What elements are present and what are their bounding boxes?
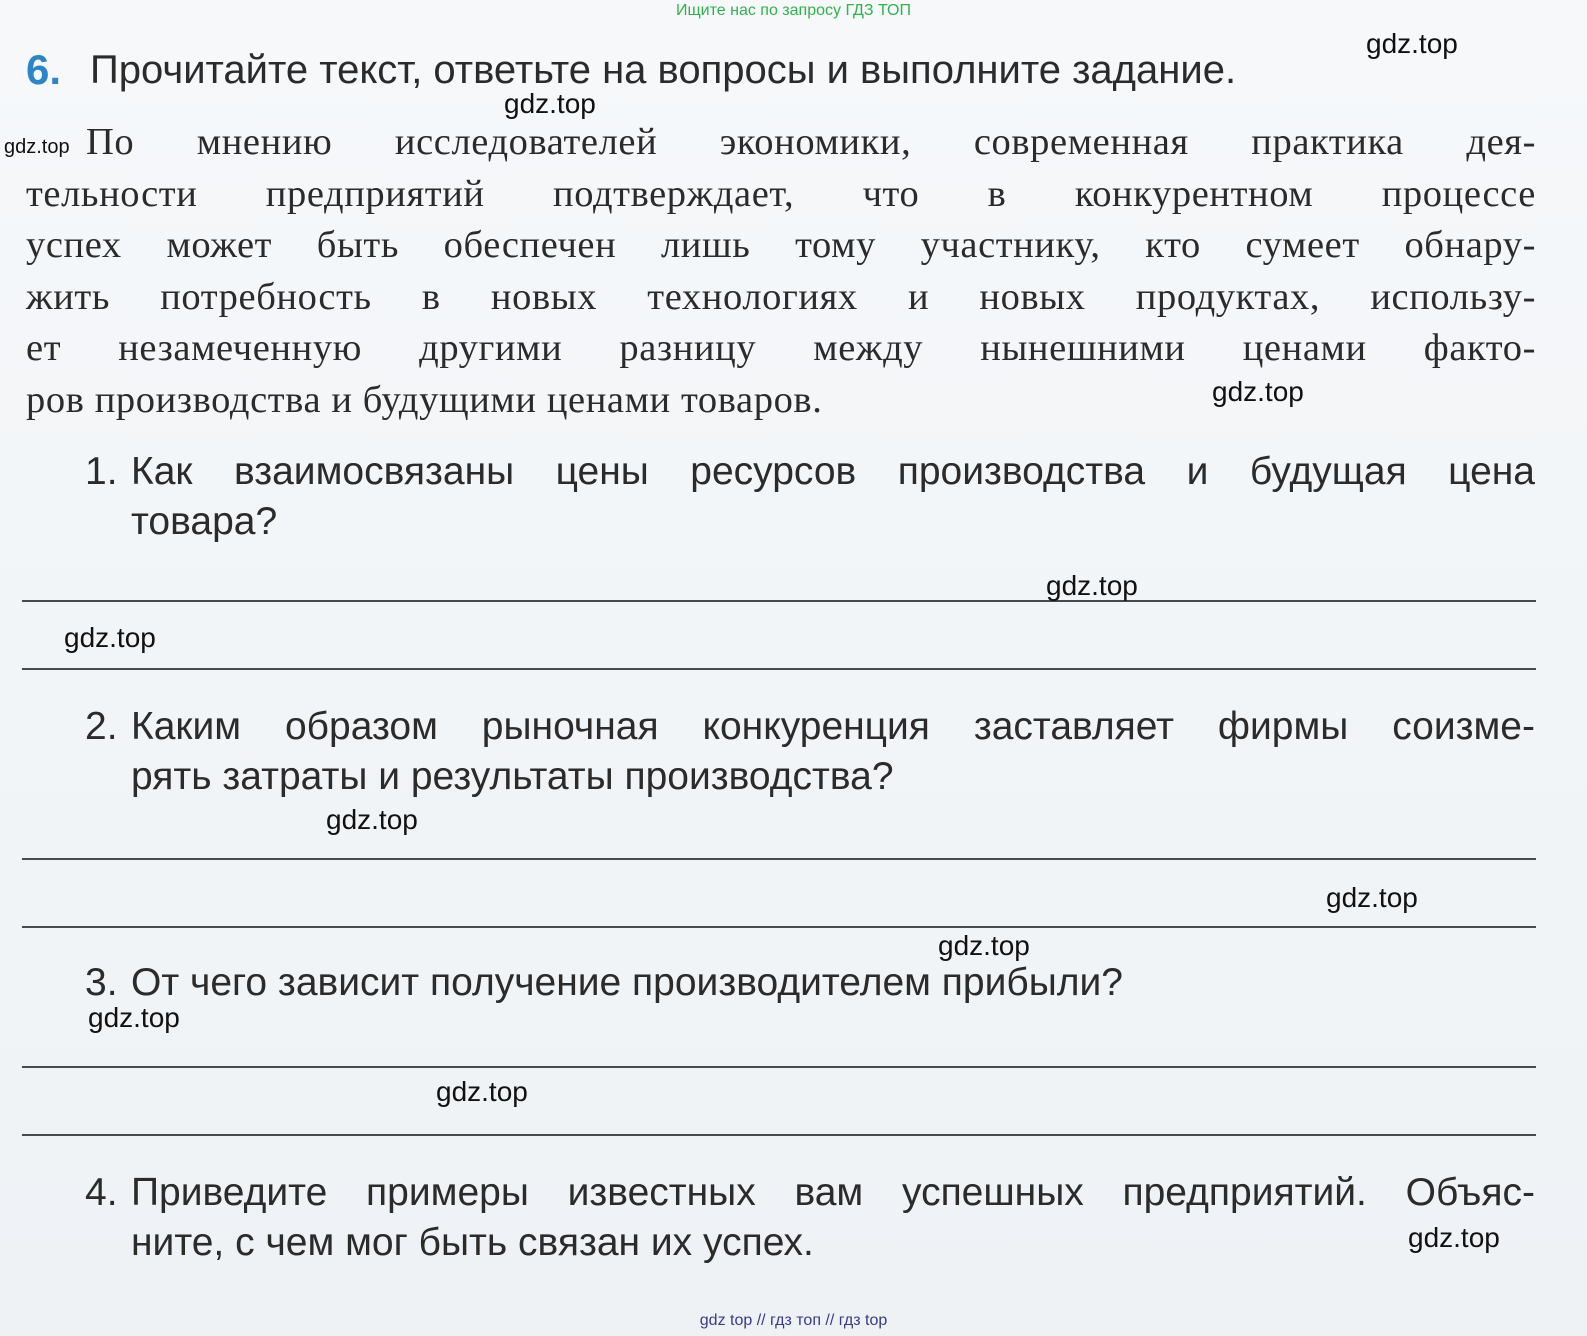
watermark: gdz.top <box>326 804 418 835</box>
question-number: 2. <box>85 705 118 748</box>
passage-line: ров производства и будущими ценами товаров. <box>26 378 823 421</box>
watermark: gdz.top <box>4 136 70 158</box>
watermark: gdz.top <box>1212 376 1304 407</box>
question-text: рять затраты и результаты производства? <box>131 755 894 798</box>
answer-line[interactable] <box>22 926 1536 928</box>
watermark: gdz.top <box>64 622 156 653</box>
question-number: 1. <box>85 450 118 493</box>
task-number: 6. <box>26 46 62 93</box>
watermark: gdz.top <box>1408 1222 1500 1253</box>
question-3 <box>85 958 1535 1008</box>
question-2 <box>85 702 1535 802</box>
question-text: ните, с чем мог быть связан их успех. <box>131 1221 814 1264</box>
answer-line[interactable] <box>22 668 1536 670</box>
passage-line: ет незамеченную другими разницу между нынешними ценами факто- <box>26 327 1536 369</box>
question-number: 3. <box>85 961 118 1004</box>
question-text: Как взаимосвязаны цены ресурсов производства и будущая цена <box>131 450 1535 493</box>
answer-line[interactable] <box>22 1066 1536 1068</box>
watermark: gdz.top <box>1366 28 1458 59</box>
bottom-banner: gdz top // гдз топ // гдз top <box>699 1312 888 1329</box>
question-text: Каким образом рыночная конкуренция заставляет фирмы соизме- <box>131 705 1535 748</box>
question-number: 4. <box>85 1171 118 1214</box>
answer-line[interactable] <box>22 1134 1536 1136</box>
question-text: От чего зависит получение производителем прибыли? <box>131 961 1123 1004</box>
watermark: gdz.top <box>88 1002 180 1033</box>
answer-line[interactable] <box>22 858 1536 860</box>
watermark: gdz.top <box>1046 570 1138 601</box>
top-banner: Ищите нас по запросу ГДЗ ТОП <box>676 2 911 19</box>
watermark: gdz.top <box>938 930 1030 961</box>
watermark: gdz.top <box>1326 882 1418 913</box>
question-4 <box>85 1168 1535 1268</box>
passage-line: успех может быть обеспечен лишь тому участнику, кто сумеет обнару- <box>26 224 1536 266</box>
watermark: gdz.top <box>436 1076 528 1107</box>
question-text: товара? <box>131 500 278 543</box>
answer-line[interactable] <box>22 600 1536 602</box>
question-1 <box>85 447 1535 547</box>
task-title: Прочитайте текст, ответьте на вопросы и выполните задание. <box>90 48 1237 92</box>
passage-line: тельности предприятий подтверждает, что в конкурентном процессе <box>26 172 1536 215</box>
passage-line: жить потребность в новых технологиях и новых продуктах, использу- <box>26 275 1536 318</box>
watermark: gdz.top <box>504 88 596 119</box>
question-text: Приведите примеры известных вам успешных предприятий. Объяс- <box>131 1171 1535 1214</box>
reading-passage <box>26 117 1536 426</box>
passage-line: По мнению исследователей экономики, современная практика дея- <box>86 121 1536 163</box>
